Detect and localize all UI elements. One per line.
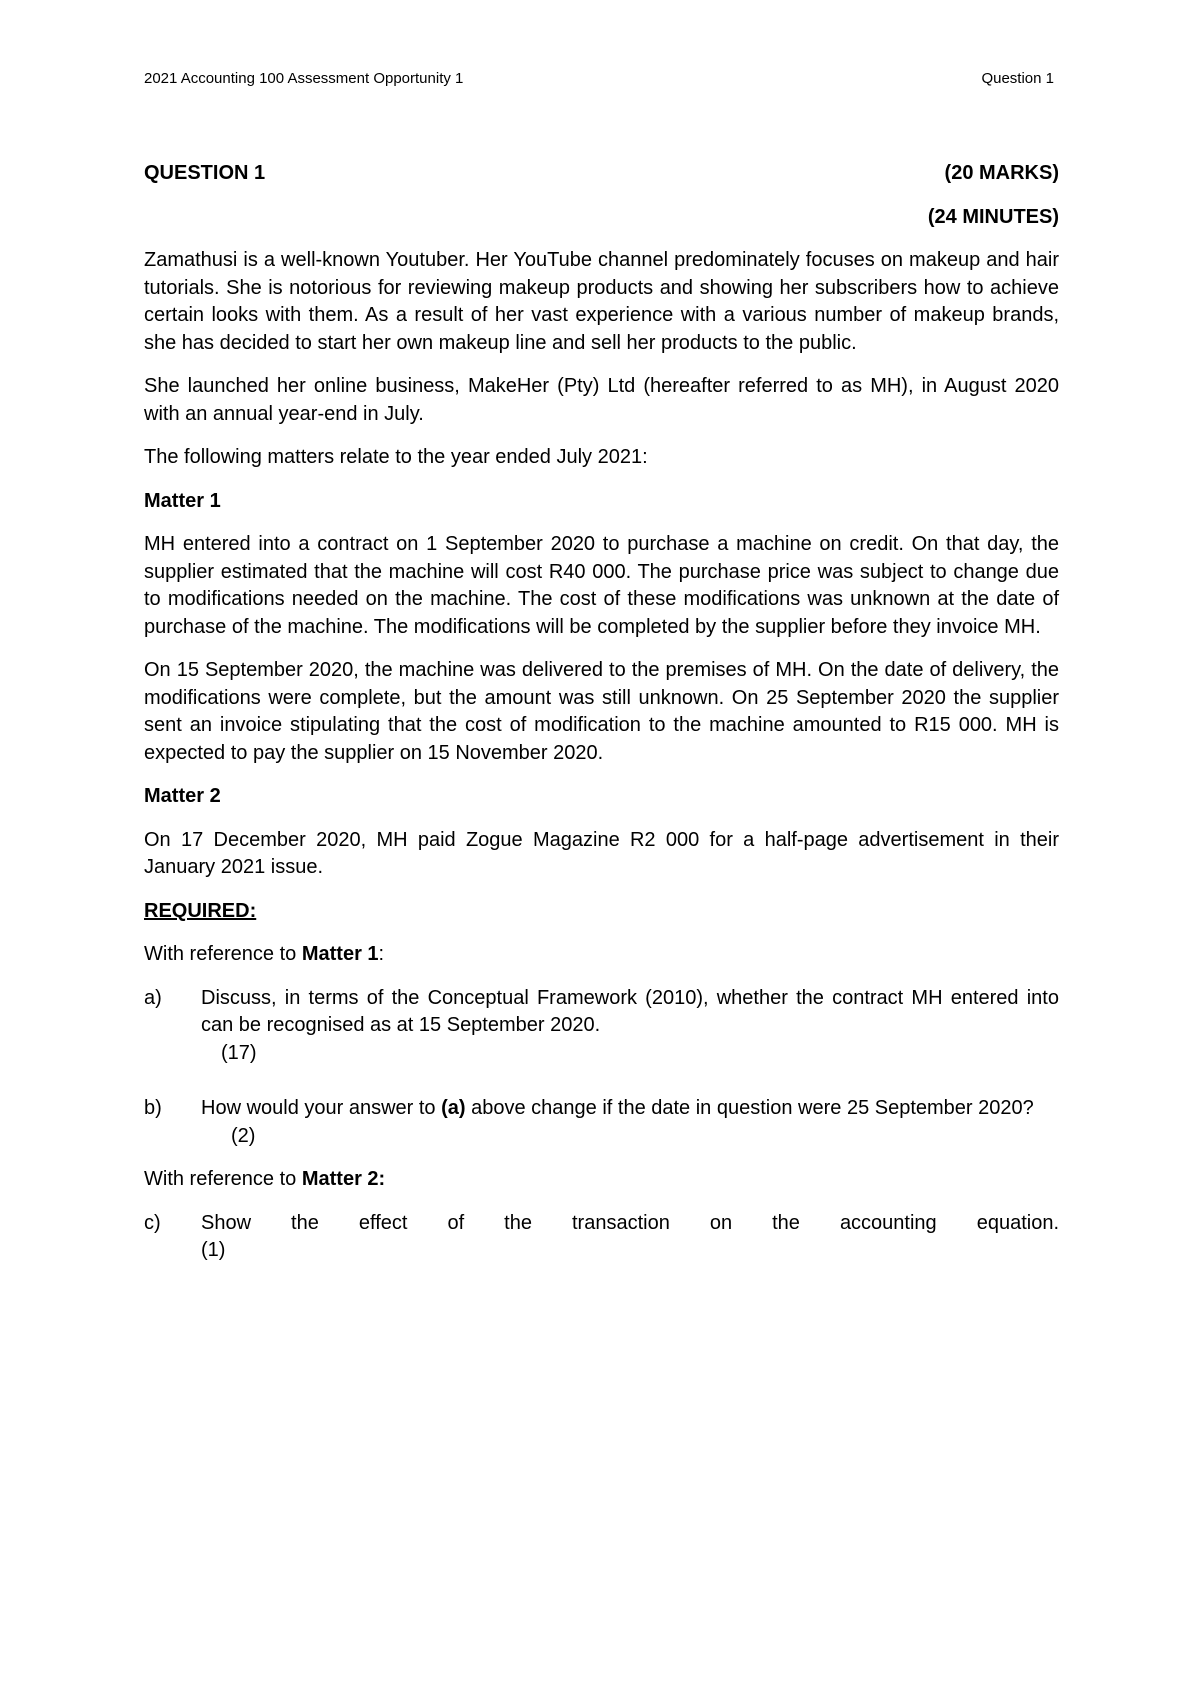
reference-matter-label: Matter 2: — [301, 1168, 386, 1190]
reference-suffix: : — [378, 943, 385, 965]
reference-prefix: With reference to — [144, 943, 302, 965]
intro-paragraph-1: Zamathusi is a well-known Youtuber. Her YouTube channel predominately focuses on makeup and hair tutorials. She is notorious for reviewing makeup products and showing her subscribers how to achieve certain looks with them. As a result of her vast experience with a various number of makeup brands, she has decided to start her own makeup line and sell her products to the public. — [144, 249, 1059, 354]
question-a-body — [201, 985, 1059, 1068]
question-c-marks: (1) — [201, 1239, 226, 1261]
reference-prefix: With reference to — [144, 1168, 302, 1190]
question-b-text-ref: (a) — [441, 1097, 466, 1119]
question-a — [144, 985, 1059, 1068]
reference-matter-1 — [144, 941, 1059, 969]
matter-2-heading: Matter 2 — [144, 785, 221, 807]
question-a-letter: a) — [144, 986, 162, 1009]
matter-1-heading: Matter 1 — [144, 489, 221, 512]
question-a-text: Discuss, in terms of the Conceptual Framework (2010), whether the contract MH entered into can be recognised as at 15 September 2020. — [201, 986, 1059, 1036]
intro-paragraph-3: The following matters relate to the year ended July 2021: — [144, 446, 648, 468]
question-marks: (20 MARKS) — [944, 162, 1059, 184]
header-question-label: Question 1 — [981, 70, 1054, 87]
question-b-letter: b) — [144, 1097, 162, 1119]
matter-1-paragraph-2: On 15 September 2020, the machine was delivered to the premises of MH. On the date of delivery, the modifications were complete, but the amount was still unknown. On 25 September 2020 the supplier sent an invoice stipulating that the cost of modification to the machine amounted to R15 000. MH is expected to pay the supplier on 15 November 2020. — [144, 659, 1059, 764]
required-heading: REQUIRED: — [144, 899, 257, 922]
matter-1-paragraph-1: MH entered into a contract on 1 September 2020 to purchase a machine on credit. On that day, the supplier estimated that the machine will cost R40 000. The purchase price was subject to change due to modifications needed on the machine. The cost of these modifications was unknown at the date of purchase of the machine. The modifications will be completed by the supplier before they invoice MH. — [144, 533, 1059, 638]
question-minutes: (24 MINUTES) — [927, 205, 1059, 228]
matter-2-paragraph: On 17 December 2020, MH paid Zogue Magazine R2 000 for a half-page advertisement in their January 2021 issue. — [144, 828, 1059, 878]
document-body — [144, 160, 1059, 1265]
question-b-marks: (2) — [231, 1124, 256, 1147]
reference-matter-label: Matter 1 — [301, 943, 379, 965]
question-b-body — [201, 1095, 1059, 1150]
question-c-text: Show the effect of the transaction on the accounting equation. — [201, 1211, 1059, 1234]
reference-matter-2 — [144, 1166, 1059, 1194]
header-course-title: 2021 Accounting 100 Assessment Opportunity 1 — [144, 70, 464, 87]
question-c — [144, 1210, 1059, 1265]
question-b-text-post: above change if the date in question were 25 September 2020? — [465, 1097, 1034, 1119]
question-a-marks: (17) — [221, 1041, 257, 1064]
question-c-body — [201, 1210, 1059, 1265]
question-title: QUESTION 1 — [144, 162, 266, 184]
question-c-letter: c) — [144, 1211, 161, 1234]
question-title-row — [144, 160, 1059, 188]
page-header — [144, 70, 1054, 87]
question-b-text-pre: How would your answer to — [201, 1097, 442, 1119]
question-b — [144, 1095, 1059, 1150]
intro-paragraph-2: She launched her online business, MakeHer (Pty) Ltd (hereafter referred to as MH), in August 2020 with an annual year-end in July. — [144, 375, 1059, 425]
